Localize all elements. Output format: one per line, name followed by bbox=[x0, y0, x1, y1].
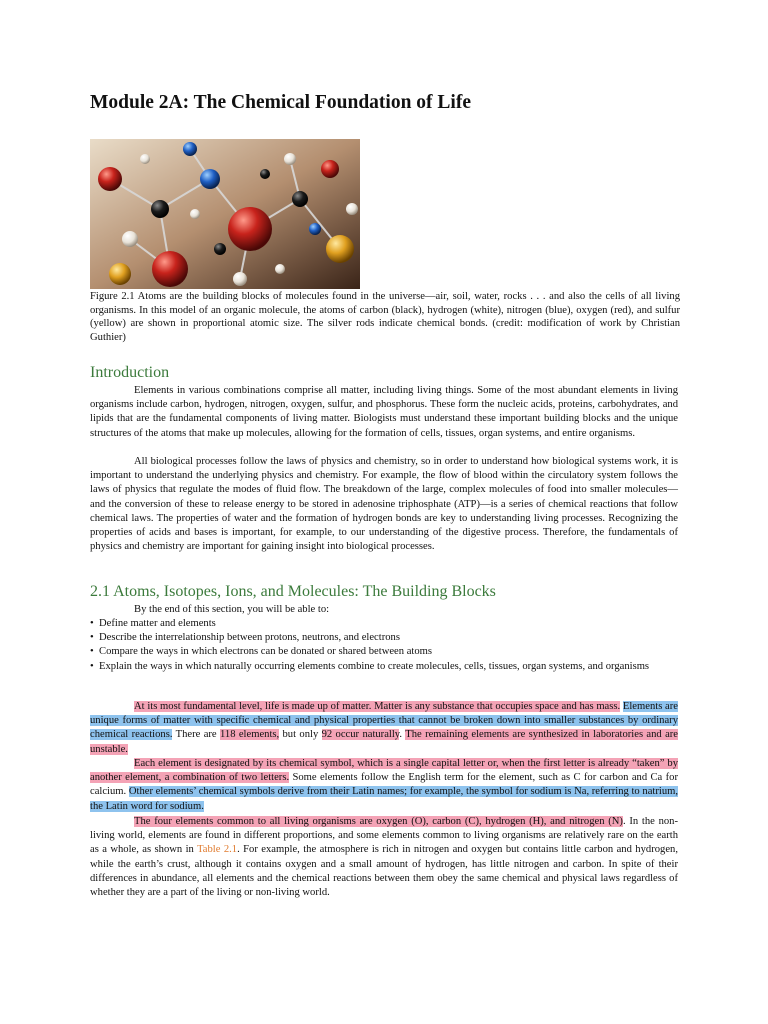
list-item bbox=[90, 660, 678, 674]
list-item bbox=[90, 645, 678, 659]
highlight-pink: The four elements common to all living organisms are oxygen (O), carbon (C), hydrogen (H), and nitrogen (N) bbox=[134, 816, 623, 827]
bullet-icon: • bbox=[90, 618, 94, 629]
intro-paragraph-2: All biological processes follow the laws of physics and chemistry, so in order to understand how biological systems work, it is important to understand the underlying physics and chemistry. For example, the flow of blood within the circulatory system follows the laws of physics that regulate the modes of fluid flow. The breakdown of the large, complex molecules of food into smaller molecules—and the conversion of these to release energy to be stored in adenosine triphosphate (ATP)—is a series of chemical reactions that follow chemical laws. The properties of water and the formation of hydrogen bonds are key to understanding living processes. Recognizing the properties of acids and bases is important, for example, to our understanding of the digestive process. Therefore, the fundamentals of physics and chemistry are important for gaining insight into biological processes. bbox=[90, 456, 678, 553]
highlight-pink: At its most fundamental level, life is made up of matter. Matter is any substance that occupies space and has mass. bbox=[134, 701, 621, 712]
list-item bbox=[90, 617, 678, 631]
molecule-model-photo bbox=[90, 139, 360, 289]
section-heading: 2.1 Atoms, Isotopes, Ions, and Molecules: The Building Blocks bbox=[90, 583, 496, 600]
body-paragraph-symbols bbox=[90, 757, 678, 814]
list-item bbox=[90, 631, 678, 645]
objective-text: Describe the interrelationship between protons, neutrons, and electrons bbox=[99, 632, 400, 644]
body-text: Some elements follow the English term for the element, such as C for carbon and Ca for calcium. bbox=[90, 772, 678, 798]
body-text: . bbox=[399, 729, 406, 741]
objective-text: Explain the ways in which naturally occurring elements combine to create molecules, cells, tissues, organ systems, and organisms bbox=[99, 660, 650, 672]
objective-text: Compare the ways in which electrons can be donated or shared between atoms bbox=[99, 646, 432, 658]
bullet-icon: • bbox=[90, 646, 94, 658]
body-text: but only bbox=[279, 729, 322, 741]
table-2-1-link[interactable]: Table 2.1 bbox=[197, 844, 238, 856]
body-paragraph-matter bbox=[90, 700, 678, 757]
highlight-pink: The remaining elements are synthesized in laboratories and are unstable. bbox=[90, 729, 679, 755]
page-title: Module 2A: The Chemical Foundation of Life bbox=[90, 92, 471, 113]
figure-caption: Figure 2.1 Atoms are the building blocks of molecules found in the universe—air, soil, water, rocks . . . and also the cells of all living organisms. In this model of an organic molecule, the atoms of carbon (black), hydrogen (white), nitrogen (blue), oxygen (red), and sulfur (yellow) are shown in proportional atomic size. The silver rods indicate chemical bonds. (credit: modification of work by Christian Guthier) bbox=[90, 291, 680, 343]
body-text: . For example, the atmosphere is rich in nitrogen and oxygen but contains little carbon and hydrogen, while the earth’s crust, although it contains oxygen and a small amount of hydrogen, has little nitrogen and carbon. In spite of their differences in abundance, all elements and the chemical reactions between them obey the same chemical and physical laws regardless of whether they are a part of the living or non-living world. bbox=[90, 844, 678, 899]
bullet-icon: • bbox=[90, 660, 94, 672]
highlight-pink: 118 elements, bbox=[220, 729, 280, 741]
body-text: There are bbox=[172, 729, 220, 741]
bullet-icon: • bbox=[90, 632, 94, 644]
intro-paragraph-1: Elements in various combinations comprise all matter, including living things. Some of the most abundant elements in living organisms include carbon, hydrogen, nitrogen, oxygen, sulfur, and phosphorus. These form the nucleic acids, proteins, carbohydrates, and lipids that are the fundamental components of living matter. Biologists must understand these important building blocks and the unique structures of the atoms that make up molecules, allowing for the formation of cells, tissues, organ systems, and entire organisms. bbox=[90, 385, 678, 439]
highlight-blue: Other elements’ chemical symbols derive from their Latin names; for example, the symbol for sodium is Na, referring to natrium, the Latin word for sodium. bbox=[90, 786, 678, 812]
body-text: . In the non-living world, elements are found in different proportions, and some elements common to living organisms are relatively rare on the earth as a whole, as shown in bbox=[90, 816, 679, 856]
learning-objectives-list bbox=[90, 617, 678, 674]
introduction-heading: Introduction bbox=[90, 364, 170, 381]
body-paragraph-four-elements bbox=[90, 815, 678, 900]
highlight-pink: Each element is designated by its chemical symbol, which is a single capital letter or, when the first letter is already “taken” by another element, a combination of two letters. bbox=[90, 758, 678, 784]
highlight-blue: Elements are unique forms of matter with specific chemical and physical properties that cannot be broken down into smaller substances by ordinary chemical reactions. bbox=[90, 701, 678, 741]
objective-text: Define matter and elements bbox=[99, 618, 216, 629]
learning-objectives-intro: By the end of this section, you will be able to: bbox=[134, 604, 330, 615]
highlight-pink: 92 occur naturally bbox=[321, 729, 400, 741]
